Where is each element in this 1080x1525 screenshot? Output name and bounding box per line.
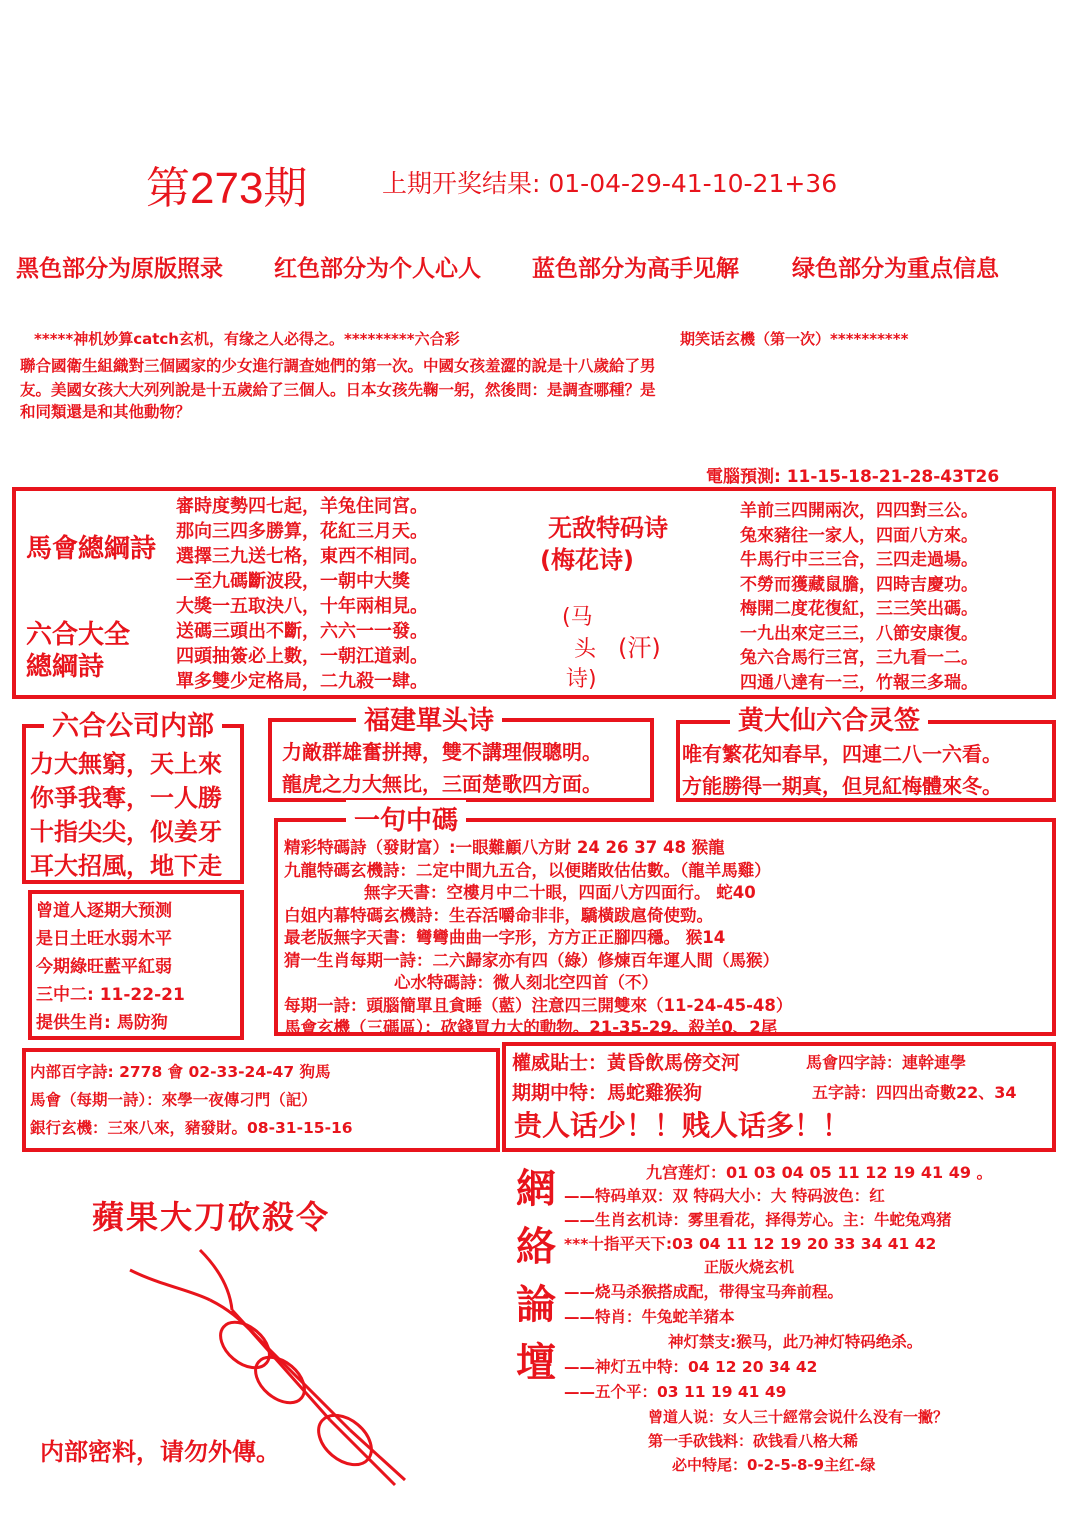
apple-title: 蘋果大刀砍殺令 [92,1198,331,1236]
forum-line: 第一手砍钱料：砍钱看八格大稀 [648,1432,859,1450]
main-left-title-2b: 總綱詩 [26,652,105,682]
forum-line: ——生肖玄机诗：雾里看花，择得芳心。主：牛蛇兔鸡猪 [564,1211,952,1229]
fujian-line-2: 龍虎之力大無比，三面楚歌四方面。 [282,772,602,796]
forum-line: ——特肖：牛兔蛇羊猪本 [564,1308,735,1326]
yiju-line: 馬會玄機（三碼區）：砍錢買力大的動物。21-35-29。殺羊0、2尾 [284,1018,778,1037]
center-note-2: 头 [574,637,597,662]
right-line: 四通八達有一三，竹報三多瑞。 [740,672,978,693]
intro-line-2: 聯合國衛生組織對三個國家的少女進行調查她們的第一次。中國女孩羞澀的說是十八歲給了男 [20,357,656,375]
legend-black: 黑色部分为原版照录 [16,256,223,282]
slogan: 贵人话少！！贱人话多！！ [514,1109,851,1142]
middle-line: 單多雙少定格局，二九殺一肆。 [176,671,428,692]
forum-line: 正版火烧玄机 [704,1258,795,1276]
intro-line-3: 友。美國女孩大大列列說是十五歲給了三個人。日本女孩先鞠一躬，然後問：是調查哪種？是 [20,381,656,399]
issue-number: 第273期 [146,164,308,213]
main-left-title-1: 馬會總綱詩 [26,534,157,564]
center-note-1: (马 [562,605,593,630]
legend-red: 红色部分为个人心人 [274,256,481,282]
right-line: 不勞而獲藏鼠膽，四時吉慶功。 [740,574,978,595]
five-word-poem [812,1080,1017,1103]
four-text: 連幹連學 [902,1053,967,1072]
legend-blue: 蓝色部分为高手见解 [532,256,739,282]
huang-title: 黄大仙六合灵签 [730,700,928,737]
forum-line: ——神灯五中特：04 12 20 34 42 [564,1358,818,1376]
center-title-1: 无敌特码诗 [548,514,668,542]
company-line: 你爭我奪，一人勝 [30,784,222,812]
yiju-line: 九龍特碼玄機詩：二定中間九五合，以便賭敗估估數。（龍羊馬雞） [284,860,771,880]
center-note-4: (汗) [618,634,661,662]
forum-line: 九宫莲灯：01 03 04 05 11 12 19 41 49 。 [646,1163,993,1182]
middle-line: 送碼三頭出不斷，六六一一發。 [176,621,428,642]
zeng-line: 是日土旺水弱木平 [36,929,172,949]
right-line: 牛馬行中三三合，三四走過場。 [740,550,978,570]
yiju-line: 精彩特碼詩（發財富）:一眼難顧八方財 24 26 37 48 猴龍 [284,838,725,857]
bottom-left-line: 内部百字詩: 2778 會 02-33-24-47 狗馬 [30,1063,331,1081]
right-line: 兔來豬往一家人，四面八方來。 [740,525,978,546]
authority-label-text: 權威貼士： [512,1052,608,1074]
apple-footer: 内部密料，请勿外傳。 [40,1438,280,1466]
forum-line: ——五个平：03 11 19 41 49 [564,1383,787,1401]
company-title: 六合公司内部 [44,704,222,743]
four-label: 馬會四字詩： [806,1053,903,1072]
legend-green: 绿色部分为重点信息 [792,256,999,282]
middle-line: 審時度勢四七起，羊兔住同宮。 [176,496,428,517]
yiju-line: 猜一生肖每期一詩：二六歸家亦有四（綠）修煉百年運人間（馬猴） [284,950,779,970]
huang-line-1: 唯有繁花知春早，四連二八一六看。 [682,742,1002,766]
forum-line: ***十指平天下:03 04 11 12 19 20 33 34 41 42 [564,1235,937,1253]
middle-line: 四頭抽簽必上數，一朝江道剥。 [176,646,428,667]
forum-vertical-char: 論 [516,1282,556,1328]
five-label: 五字詩： [812,1083,877,1102]
forum-vertical-title [512,1160,560,1392]
center-title-2: (梅花诗) [540,546,634,574]
bottom-left-lines [30,1060,353,1144]
right-line: 一九出來定三三，八節安康復。 [740,623,978,644]
company-line: 力大無窮，天上來 [30,750,222,778]
zeng-line: 三中二: 11-22-21 [36,985,185,1005]
main-middle-lines [176,492,428,692]
forum-line: 神灯禁支:猴马，此乃神灯特码绝杀。 [668,1333,923,1351]
last-result: 上期开奖结果: 01-04-29-41-10-21+36 [382,169,838,198]
middle-line: 一至九碼斷波段，一朝中大獎 [176,571,410,592]
zeng-line: 今期綠旺藍平紅弱 [36,957,172,977]
zeng-title: 曾道人逐期大预测 [36,901,172,921]
forum-vertical-char: 網 [516,1166,556,1212]
middle-line: 選擇三九送七格，東西不相同。 [176,546,428,567]
right-line: 梅開二度花復紅，三三笑出碼。 [740,599,978,619]
computer-predict: 電腦預測: 11-15-18-21-28-43T26 [706,467,1000,487]
authority-text: 黃昏飲馬傍交河 [607,1052,741,1074]
bottom-left-line: 銀行玄機：三來八來，豬發財。08-31-15-16 [30,1119,353,1137]
main-left-title-2a: 六合大全 [26,620,131,650]
fujian-title: 福建單头诗 [356,700,502,737]
forum-vertical-char: 絡 [516,1224,556,1270]
middle-line: 那向三四多勝算，花紅三月天。 [176,521,428,542]
yiju-line: 最老版無字天書：彎彎曲曲一字形，方方正正腳四穩。 猴14 [284,928,726,947]
five-text: 四四出奇數22、34 [876,1083,1017,1102]
yiju-title: 一句中碼 [346,800,466,837]
zeng-line: 提供生肖: 馬防狗 [36,1013,168,1033]
right-line: 羊前三四開兩次，四四對三公。 [740,501,978,521]
bottom-left-line: 馬會（每期一詩）：來學一夜傳刁門（記） [30,1091,317,1109]
middle-line: 大獎一五取決八，十年兩相見。 [176,596,428,617]
authority-label [512,1048,740,1075]
huang-line-2: 方能勝得一期真，但見紅梅體來冬。 [682,774,1002,798]
center-note-3: 诗) [566,667,597,692]
fujian-line-1: 力敵群雄奮拼搏，雙不講理假聰明。 [282,740,602,764]
forum-line: 必中特尾：0-2-5-8-9主红-绿 [672,1456,876,1474]
forum-line: 曾道人说：女人三十經常会说什么没有一撇？ [648,1408,949,1426]
company-line: 耳大招風，地下走 [30,852,222,880]
forum-line: ——烧马杀猴搭成配，带得宝马奔前程。 [564,1283,844,1301]
yiju-lines [284,834,792,1037]
yiju-line: 無字天書：空樓月中二十眼，四面八方四面行。 蛇40 [364,883,756,902]
yiju-line: 心水特碼詩：微人刻北空四首（不） [394,973,658,992]
yiju-line: 每期一詩：頭腦簡單且貪睡（藍）注意四三開雙來（11-24-45-48） [284,995,793,1015]
yiju-line: 白姐内幕特碼玄機詩：生吞活嚼命非非，驕橫跋扈倚使勁。 [284,905,713,925]
intro-line-1-left: *****神机妙算catch玄机，有缘之人必得之。*********六合彩 [34,330,460,348]
intro-line-1-right: 期笑话玄機（第一次）********** [680,330,909,348]
main-right-lines [740,496,978,692]
zeng-lines [36,896,185,1036]
four-word-poem [806,1050,966,1073]
forum-line: ——特码单双：双 特码大小：大 特码波色：红 [564,1187,885,1205]
company-lines [30,744,222,880]
forum-vertical-char: 壇 [516,1340,556,1386]
intro-line-4: 和同類還是和其他動物？ [20,403,191,421]
company-line: 十指尖尖，似姜牙 [30,818,222,846]
period-special [512,1078,702,1105]
period-label: 期期中特： [512,1082,608,1104]
right-line: 兔六合馬行三宮，三九看一二。 [740,648,978,668]
period-text: 馬蛇雞猴狗 [607,1082,703,1104]
